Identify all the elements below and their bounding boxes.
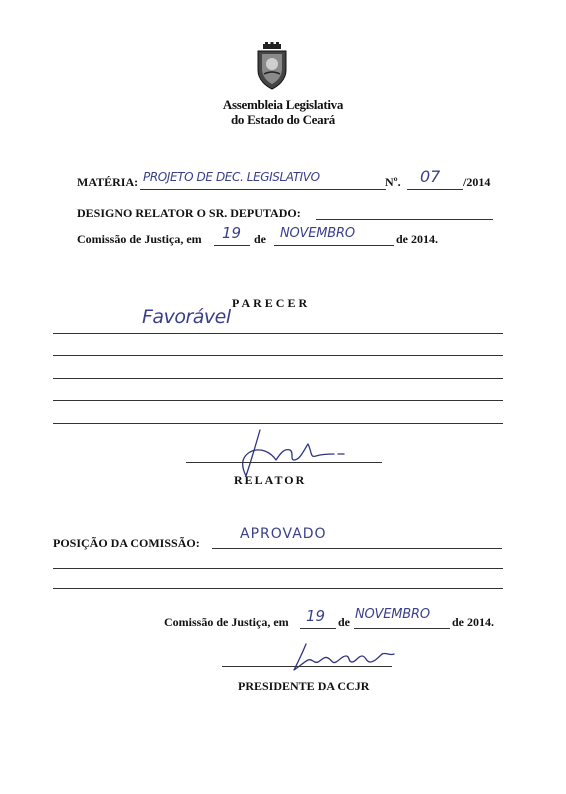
comissao-bottom-month-underline [354,628,450,629]
parecer-line-2 [53,355,503,356]
comissao-bottom-day-underline [300,628,336,629]
designo-underline [316,219,493,220]
materia-number-label: Nº. [385,175,401,189]
presidente-underline [222,666,392,667]
comissao-top-month-underline [274,245,394,246]
materia-year: /2014 [463,175,491,189]
materia-handwritten-value: PROJETO DE DEC. LEGISLATIVO [143,170,320,184]
institution-name-line1: Assembleia Legislativa [222,97,344,112]
posicao-handwritten-value: APROVADO [240,526,327,542]
comissao-top-prefix: Comissão de Justiça, em [77,232,202,246]
parecer-line-3 [53,378,503,379]
materia-underline [140,189,386,190]
coat-of-arms-seal [254,42,290,90]
posicao-line-3 [53,588,503,589]
parecer-line-1 [53,333,503,334]
posicao-underline [212,548,502,549]
comissao-bottom-de: de [338,615,350,629]
comissao-bottom-handwritten-day: 19 [306,607,326,625]
comissao-bottom-prefix: Comissão de Justiça, em [164,615,289,629]
relator-underline [186,462,382,463]
comissao-top-handwritten-month: NOVEMBRO [280,226,355,241]
parecer-title: PARECER [232,296,311,310]
designo-label: DESIGNO RELATOR O SR. DEPUTADO: [77,206,301,220]
comissao-top-day-underline [214,245,250,246]
institution-name-line2: do Estado do Ceará [230,112,336,127]
posicao-label: POSIÇÃO DA COMISSÃO: [53,536,200,550]
materia-label: MATÉRIA: [77,175,139,189]
comissao-top-handwritten-day: 19 [222,224,242,242]
comissao-top-suffix: de 2014. [396,232,438,246]
presidente-label: PRESIDENTE DA CCJR [238,679,370,693]
comissao-bottom-suffix: de 2014. [452,615,494,629]
materia-handwritten-number: 07 [420,167,441,186]
comissao-bottom-handwritten-month: NOVEMBRO [355,607,430,622]
relator-label: RELATOR [234,473,307,487]
materia-number-underline [407,189,463,190]
posicao-line-2 [53,568,503,569]
comissao-top-de: de [254,232,266,246]
parecer-handwritten-value: Favorável [142,306,231,328]
parecer-line-4 [53,400,503,401]
presidente-signature [286,640,398,674]
